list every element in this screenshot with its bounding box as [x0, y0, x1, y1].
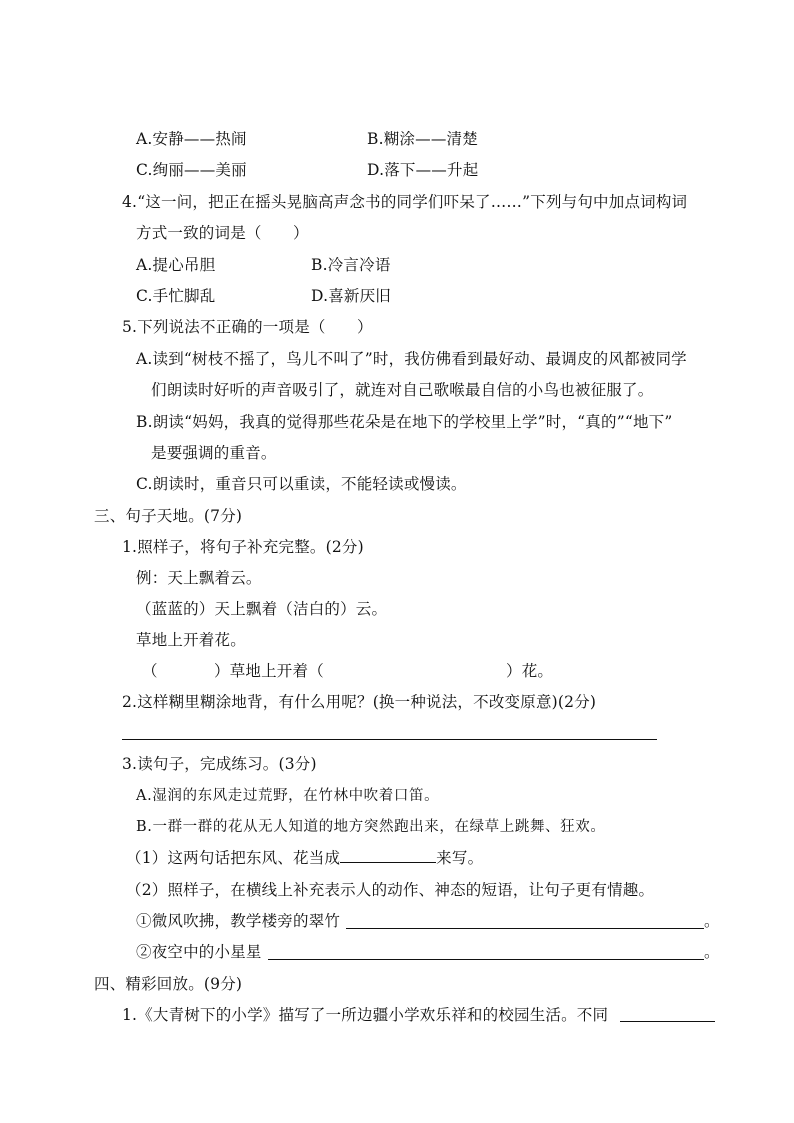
section3-q1-expanded: （蓝蓝的）天上飘着（洁白的）云。	[136, 600, 388, 618]
q4-option-b: B.冷言冷语	[311, 256, 391, 274]
section3-q1-example: 例：天上飘着云。	[136, 569, 262, 587]
answer-line-q2[interactable]	[122, 739, 657, 740]
q4-option-d: D.喜新厌旧	[311, 287, 392, 305]
q5-option-a-line1: A.读到“树枝不摇了，鸟儿不叫了”时，我仿佛看到最好动、最调皮的风都被同学	[136, 350, 687, 368]
section3-q3-item1: ①微风吹拂，教学楼旁的翠竹	[136, 912, 341, 930]
section3-q2-stem: 2.这样糊里糊涂地背，有什么用呢？(换一种说法，不改变原意)(2分)	[122, 693, 597, 711]
q3-option-d: D.落下——升起	[367, 161, 479, 179]
section3-title: 三、句子天地。(7分)	[94, 507, 243, 525]
q4-stem-line1: 4.“这一问，把正在摇头晃脑高声念书的同学们吓呆了……”下列与句中加点词构词	[122, 193, 688, 211]
q4-stem-line2: 方式一致的词是（ ）	[136, 224, 309, 242]
answer-line-item1[interactable]	[346, 928, 704, 929]
q3-option-a: A.安静——热闹	[136, 130, 247, 148]
section3-q3-sentence-a: A.湿润的东风走过荒野，在竹林中吹着口笛。	[136, 788, 440, 804]
q3-option-b: B.糊涂——清楚	[367, 130, 478, 148]
q5-option-b-line1: B.朗读“妈妈，我真的觉得那些花朵是在地下的学校里上学”时，“真的”“地下”	[136, 413, 673, 431]
q4-option-c: C.手忙脚乱	[136, 287, 216, 305]
section3-q3-sentence-b: B.一群一群的花从无人知道的地方突然跑出来，在绿草上跳舞、狂欢。	[136, 819, 606, 835]
q5-option-a-line2: 们朗读时好听的声音吸引了，就连对自己歌喉最自信的小鸟也被征服了。	[151, 381, 654, 399]
item2-period: 。	[704, 943, 720, 961]
answer-line-section4-q1[interactable]	[620, 1021, 715, 1022]
section3-q1-fill-end[interactable]: ）花。	[506, 662, 554, 680]
fill-blank-adjective-1[interactable]	[160, 659, 212, 681]
q5-option-c: C.朗读时，重音只可以重读，不能轻读或慢读。	[136, 475, 467, 493]
q4-option-a: A.提心吊胆	[136, 256, 216, 274]
section3-q3-stem: 3.读句子，完成练习。(3分)	[122, 755, 317, 773]
q5-stem: 5.下列说法不正确的一项是（ ）	[122, 318, 373, 336]
sub1-prefix: （1）这两句话把东风、花当成	[126, 849, 341, 867]
section3-q3-sub2: （2）照样子，在横线上补充表示人的动作、神态的短语，让句子更有情趣。	[126, 881, 655, 899]
q3-option-c: C.绚丽——美丽	[136, 161, 247, 179]
q5-option-b-line2: 是要强调的重音。	[151, 444, 277, 462]
answer-line-item2[interactable]	[268, 959, 704, 960]
section3-q1-task: 草地上开着花。	[136, 631, 246, 649]
section3-q3-item2: ②夜空中的小星星	[136, 943, 262, 961]
section4-q1-text: 1.《大青树下的小学》描写了一所边疆小学欢乐祥和的校园生活。不同	[122, 1006, 609, 1024]
section3-q3-sub1	[126, 848, 483, 868]
fill-blank-adjective-2[interactable]	[332, 659, 504, 681]
item1-period: 。	[704, 912, 720, 930]
section4-title: 四、精彩回放。(9分)	[94, 975, 243, 993]
answer-blank-sub1[interactable]	[340, 848, 436, 863]
sub1-suffix: 来写。	[436, 849, 484, 867]
section3-q1-fill-open: （	[142, 662, 158, 680]
section3-q1-fill-mid: ）草地上开着（	[214, 662, 324, 680]
section3-q1-stem: 1.照样子，将句子补充完整。(2分)	[122, 538, 364, 556]
